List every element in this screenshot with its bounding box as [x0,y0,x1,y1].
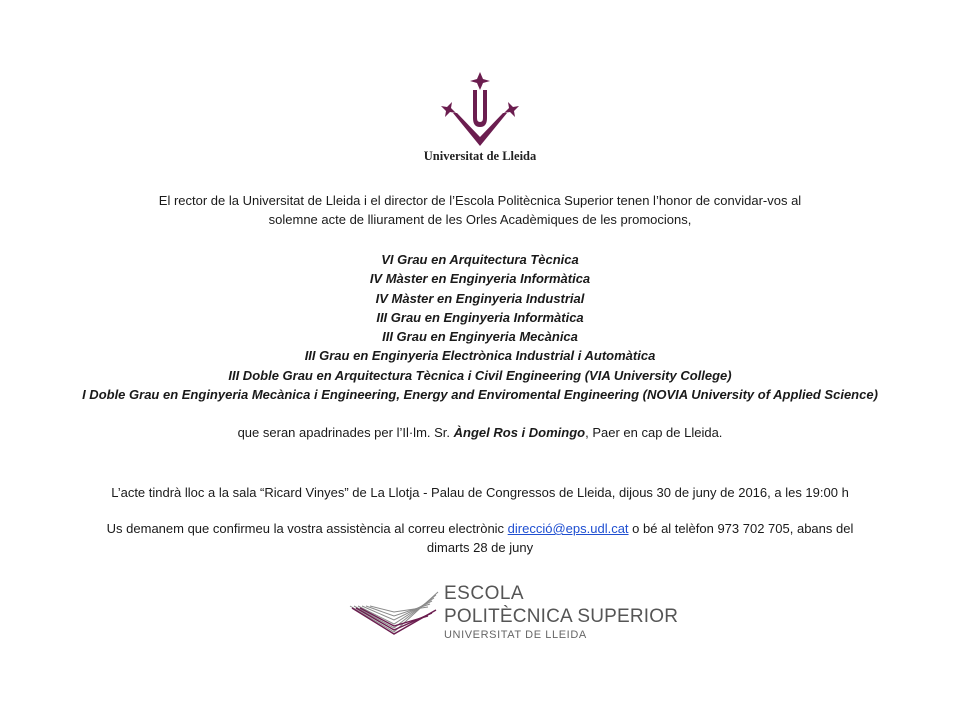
sponsor-name: Àngel Ros i Domingo [453,425,586,440]
eps-name-line-3: UNIVERSITAT DE LLEIDA [444,629,587,641]
intro-line-2: solemne acte de lliurament de les Orles Acadèmiques de les promocions, [268,212,692,227]
promotion-item: I Doble Grau en Enginyeria Mecànica i Engineering, Energy and Enviromental Engineering (NOVIA University of Applied Science) [82,387,878,403]
eps-logo [340,572,680,654]
sponsor-suffix: , Paer en cap de Lleida. [585,425,723,440]
university-name: Universitat de Lleida [423,149,537,163]
udl-emblem-icon [433,70,527,148]
eps-name-line-2: POLITÈCNICA SUPERIOR [444,606,679,627]
sponsor-line [0,423,960,442]
rsvp-prefix: Us demanem que confirmeu la vostra assistència al correu electrònic [106,521,508,536]
rsvp-line-1 [0,519,960,538]
promotion-item: IV Màster en Enginyeria Informàtica [369,271,591,287]
rsvp-suffix: o bé al telèfon 973 702 705, abans del [628,521,854,536]
promotion-item: IV Màster en Enginyeria Industrial [375,290,585,306]
university-logo [405,70,555,170]
promotion-item: III Grau en Enginyeria Electrònica Industrial i Automàtica [304,348,656,364]
eps-wing-icon [348,586,440,638]
eps-name-line-1: ESCOLA [444,583,525,604]
promotion-item: III Grau en Enginyeria Informàtica [376,309,584,325]
venue-line: L’acte tindrà lloc a la sala “Ricard Vinyes” de La Llotja - Palau de Congressos de Lleida, dijous 30 de juny de 2016, a les 19:00 h [111,485,849,500]
intro-line-1: El rector de la Universitat de Lleida i el director de l’Escola Politècnica Superior tenen l’honor de convidar-vos al [158,193,802,208]
promotion-item: III Grau en Enginyeria Mecànica [382,329,578,345]
rsvp-block [0,519,960,557]
promotions-list [0,250,960,404]
promotion-item: VI Grau en Arquitectura Tècnica [381,252,579,267]
promotion-item: III Doble Grau en Arquitectura Tècnica i Civil Engineering (VIA University College) [228,367,732,383]
rsvp-line-2: dimarts 28 de juny [426,540,534,555]
sponsor-prefix: que seran apadrinades per l’Il·lm. Sr. [237,425,454,440]
rsvp-email-link[interactable]: direcció@eps.udl.cat [507,521,629,536]
invitation-intro [0,191,960,229]
